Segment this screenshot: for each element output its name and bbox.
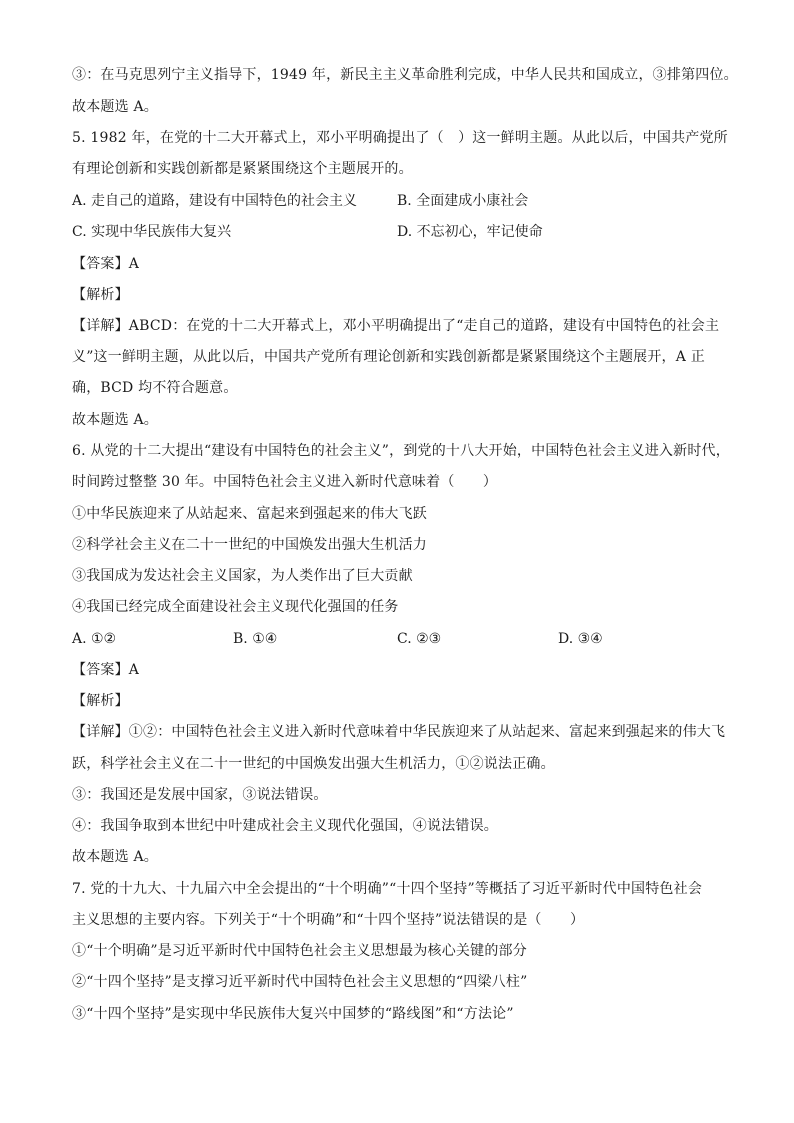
q6-option-a: A. ①②: [72, 631, 117, 647]
q6-statement-1: ①中华民族迎来了从站起来、富起来到强起来的伟大飞跃: [72, 506, 427, 522]
q6-analysis-heading: 【解析】: [72, 693, 129, 709]
q6-answer: 【答案】A: [72, 662, 140, 678]
q5-option-b: B. 全面建成小康社会: [397, 193, 529, 209]
q5-analysis-heading: 【解析】: [72, 287, 129, 303]
q5-stem-line-1: 5. 1982 年，在党的十二大开幕式上，邓小平明确提出了（ ）这一鲜明主题。从此以后，中国共产党所: [72, 130, 728, 146]
q6-conclusion: 故本题选 A。: [72, 849, 158, 865]
q7-statement-2: ②“十四个坚持”是支撑习近平新时代中国特色社会主义思想的“四梁八柱”: [72, 974, 528, 990]
q6-statement-4: ④我国已经完成全面建设社会主义现代化强国的任务: [72, 599, 399, 615]
q6-option-d: D. ③④: [558, 631, 603, 647]
q5-detail-line-3: 确，BCD 均不符合题意。: [72, 380, 238, 396]
q6-option-b: B. ①④: [233, 631, 278, 647]
q5-conclusion: 故本题选 A。: [72, 412, 158, 428]
q7-statement-1: ①“十个明确”是习近平新时代中国特色社会主义思想最为核心关键的部分: [72, 943, 527, 959]
q6-stem-line-2: 时间跨过整整 30 年。中国特色社会主义进入新时代意味着（ ）: [72, 474, 498, 490]
q5-option-d: D. 不忘初心，牢记使命: [397, 224, 543, 240]
q5-answer: 【答案】A: [72, 256, 140, 272]
q5-detail-line-1: 【详解】ABCD：在党的十二大开幕式上，邓小平明确提出了“走自己的道路，建设有中国特色的社会主: [72, 318, 720, 334]
q6-option-c: C. ②③: [397, 631, 442, 647]
q6-detail-line-2: 跃，科学社会主义在二十一世纪的中国焕发出强大生机活力，①②说法正确。: [72, 756, 555, 772]
q6-detail-line-4: ④：我国争取到本世纪中叶建成社会主义现代化强国，④说法错误。: [72, 818, 498, 834]
q6-statement-2: ②科学社会主义在二十一世纪的中国焕发出强大生机活力: [72, 537, 427, 553]
q6-stem-line-1: 6. 从党的十二大提出“建设有中国特色的社会主义”，到党的十八大开始，中国特色社会主义进入新时代，: [72, 443, 730, 459]
q7-stem-line-2: 主义思想的主要内容。下列关于“十个明确”和“十四个坚持”说法错误的是（ ）: [72, 912, 585, 928]
q6-detail-line-1: 【详解】①②：中国特色社会主义进入新时代意味着中华民族迎来了从站起来、富起来到强起来的伟大飞: [72, 724, 726, 740]
q7-statement-3: ③“十四个坚持”是实现中华民族伟大复兴中国梦的“路线图”和“方法论”: [72, 1006, 514, 1022]
q6-detail-line-3: ③：我国还是发展中国家，③说法错误。: [72, 787, 328, 803]
q5-option-c: C. 实现中华民族伟大复兴: [72, 224, 232, 240]
q6-statement-3: ③我国成为发达社会主义国家，为人类作出了巨大贡献: [72, 568, 413, 584]
q4-conclusion: 故本题选 A。: [72, 99, 158, 115]
q4-explanation-line: ③：在马克思列宁主义指导下，1949 年，新民主主义革命胜利完成，中华人民共和国成立，③排第四位。: [72, 67, 738, 83]
q7-stem-line-1: 7. 党的十九大、十九届六中全会提出的“十个明确”“十四个坚持”等概括了习近平新时代中国特色社会: [72, 881, 703, 897]
q5-stem-line-2: 有理论创新和实践创新都是紧紧围绕这个主题展开的。: [72, 161, 413, 177]
q5-detail-line-2: 义”这一鲜明主题，从此以后，中国共产党所有理论创新和实践创新都是紧紧围绕这个主题展开，A 正: [72, 349, 705, 365]
q5-option-a: A. 走自己的道路，建设有中国特色的社会主义: [72, 193, 358, 209]
